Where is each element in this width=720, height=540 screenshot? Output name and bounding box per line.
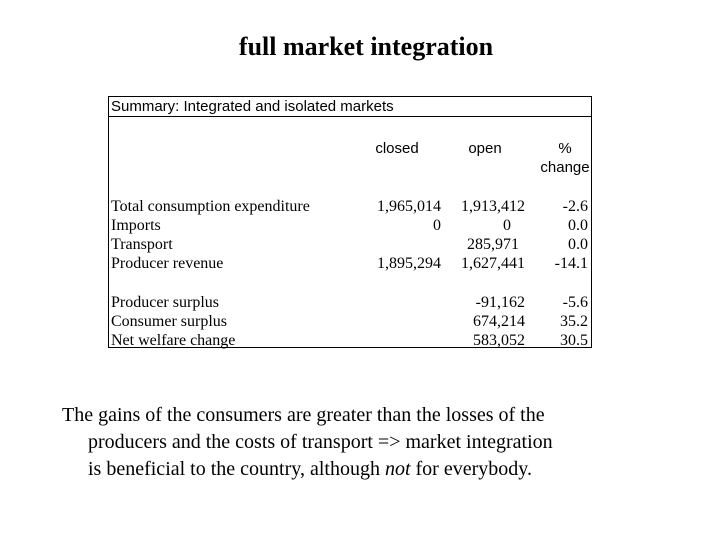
row-open: -91,162 — [475, 294, 525, 311]
row-pct: -2.6 — [562, 198, 588, 215]
paragraph-line-3-end: for everybody. — [410, 458, 532, 480]
row-open: 1,913,412 — [461, 198, 525, 215]
paragraph-line-3-start: is beneficial to the country, although — [88, 458, 385, 480]
row-closed: 1,895,294 — [377, 255, 441, 272]
summary-table — [108, 96, 592, 348]
row-label: Total consumption expenditure — [111, 198, 310, 215]
header-open: open — [468, 140, 502, 157]
paragraph-line-1: The gains of the consumers are greater than the losses of the — [62, 404, 545, 426]
row-pct: 30.5 — [560, 332, 588, 349]
row-open: 583,052 — [473, 332, 525, 349]
emphasis-not: not — [384, 458, 411, 480]
row-open: 674,214 — [473, 313, 525, 330]
row-open: 0 — [503, 217, 511, 234]
row-pct: 0.0 — [568, 217, 588, 234]
paragraph-line-2: producers and the costs of transport => market integration — [88, 431, 553, 453]
header-closed: closed — [375, 140, 419, 157]
row-closed: 1,965,014 — [377, 198, 441, 215]
conclusion-paragraph — [62, 402, 682, 483]
row-pct: 35.2 — [560, 313, 588, 330]
row-label: Imports — [111, 217, 161, 234]
table-title: Summary: Integrated and isolated markets — [109, 97, 591, 117]
row-open: 285,971 — [467, 236, 519, 253]
row-label: Net welfare change — [111, 332, 236, 349]
row-closed: 0 — [433, 217, 441, 234]
row-label: Producer revenue — [111, 255, 224, 272]
paragraph-line-3 — [62, 456, 682, 483]
row-label: Consumer surplus — [111, 313, 227, 330]
row-pct: -5.6 — [562, 294, 588, 311]
row-label: Producer surplus — [111, 294, 219, 311]
page-title: full market integration — [238, 32, 494, 61]
row-label: Transport — [111, 236, 173, 253]
row-pct: -14.1 — [554, 255, 588, 272]
row-pct: 0.0 — [568, 236, 588, 253]
row-open: 1,627,441 — [461, 255, 525, 272]
header-pct: % — [558, 140, 572, 157]
header-change: change — [540, 159, 590, 176]
